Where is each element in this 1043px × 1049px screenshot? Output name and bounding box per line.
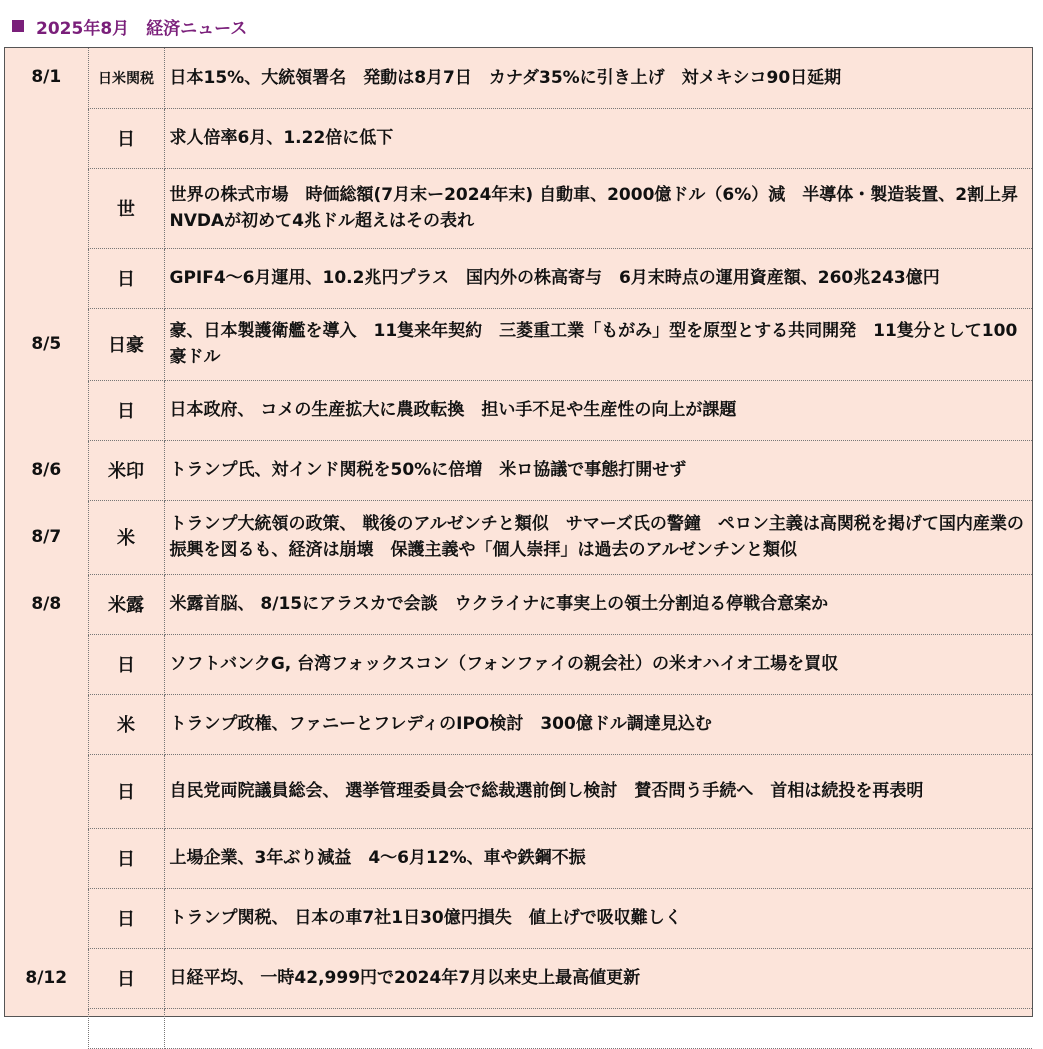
category-cell: 日 [88,634,164,694]
category-cell: 米印 [88,440,164,500]
category-cell: 日 [88,828,164,888]
date-cell [5,888,88,948]
page-header [8,14,247,38]
date-cell: 8/1 [31,67,62,87]
table-row [5,248,1032,308]
news-text-cell: 上場企業、3年ぶり減益 4～6月12%、車や鉄鋼不振 [164,828,1032,888]
category-cell: 日 [88,108,164,168]
category-cell [88,1008,164,1048]
table-row [5,754,1032,828]
date-cell: 8/8 [31,594,62,614]
date-cell [5,694,88,754]
news-text-cell: トランプ政権、ファニーとフレディのIPO検討 300億ドル調達見込む [164,694,1032,754]
news-text-cell: 求人倍率6月、1.22倍に低下 [164,108,1032,168]
category-cell: 日 [88,888,164,948]
news-text-cell: ソフトバンクG, 台湾フォックスコン（フォンファイの親会社）の米オハイオ工場を買収 [164,634,1032,694]
date-cell [5,380,88,440]
table-row [5,48,1032,108]
news-text-cell [164,1008,1032,1048]
news-text-cell: トランプ大統領の政策、 戦後のアルゼンチと類似 サマーズ氏の警鐘 ペロン主義は高関税を掲げて国内産業の振興を図るも、経済は崩壊 保護主義や「個人崇拝」は過去のアルゼンチンと類似 [164,500,1032,574]
news-table [5,48,1036,1049]
table-row [5,828,1032,888]
table-row [5,948,1032,1008]
date-cell [5,248,88,308]
square-bullet-icon [12,20,24,32]
table-row [5,500,1032,574]
category-cell: 米 [88,694,164,754]
table-row [5,694,1032,754]
date-cell [5,1008,88,1048]
date-cell: 8/5 [31,334,62,354]
news-text-cell: 自民党両院議員総会、 選挙管理委員会で総裁選前倒し検討 賛否問う手続へ 首相は続投を再表明 [164,754,1032,828]
date-cell [5,108,88,168]
page-title: 2025年8月 経済ニュース [36,18,248,39]
category-cell: 日 [88,380,164,440]
news-text-cell: トランプ氏、対インド関税を50%に倍増 米ロ協議で事態打開せず [164,440,1032,500]
table-row [5,168,1032,248]
news-text-cell: GPIF4～6月運用、10.2兆円プラス 国内外の株高寄与 6月末時点の運用資産額、260兆243億円 [164,248,1032,308]
table-row [5,380,1032,440]
category-cell: 日豪 [88,308,164,380]
table-row [5,308,1032,380]
table-row [5,440,1032,500]
news-table-container [4,47,1036,1017]
date-cell [5,168,88,248]
news-text-cell: 米露首脳、 8/15にアラスカで会談 ウクライナに事実上の領土分割迫る停戦合意案か [164,574,1032,634]
table-row [5,634,1032,694]
table-row [5,888,1032,948]
category-cell: 日 [88,754,164,828]
news-text-cell: 日経平均、 一時42,999円で2024年7月以来史上最高値更新 [164,948,1032,1008]
category-cell: 世 [88,168,164,248]
date-cell [5,754,88,828]
category-cell: 日米関税 [88,48,164,108]
table-row [5,1008,1032,1048]
category-cell: 米 [88,500,164,574]
date-cell: 8/12 [25,968,68,988]
news-text-cell: 日本15%、大統領署名 発動は8月7日 カナダ35%に引き上げ 対メキシコ90日延期 [164,48,1032,108]
news-text-cell: トランプ関税、 日本の車7社1日30億円損失 値上げで吸収難しく [164,888,1032,948]
date-cell [5,828,88,888]
news-text-cell: 豪、日本製護衛艦を導入 11隻来年契約 三菱重工業「もがみ」型を原型とする共同開発 11隻分として100豪ドル [164,308,1032,380]
category-cell: 米露 [88,574,164,634]
date-cell: 8/7 [31,527,62,547]
news-text-cell: 日本政府、 コメの生産拡大に農政転換 担い手不足や生産性の向上が課題 [164,380,1032,440]
date-cell [5,634,88,694]
table-row [5,108,1032,168]
table-row [5,574,1032,634]
category-cell: 日 [88,248,164,308]
category-cell: 日 [88,948,164,1008]
news-text-cell: 世界の株式市場 時価総額(7月末ー2024年末) 自動車、2000億ドル（6%）減 半導体・製造装置、2割上昇 NVDAが初めて4兆ドル超えはその表れ [164,168,1032,248]
date-cell: 8/6 [31,460,62,480]
